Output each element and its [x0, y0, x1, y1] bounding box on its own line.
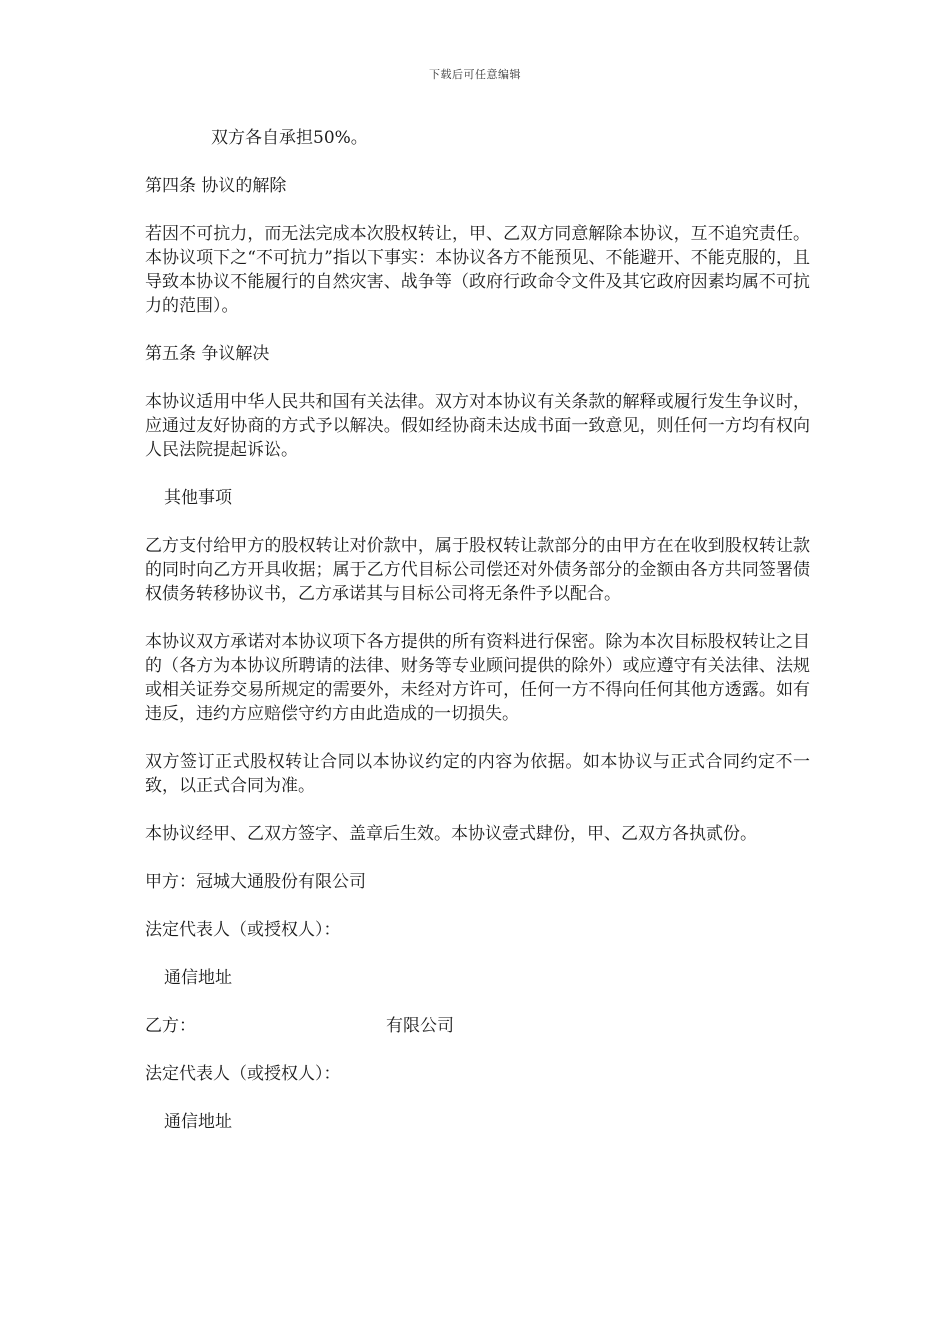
article4-title: 第四条 协议的解除	[145, 176, 287, 196]
party-b-company: 有限公司	[386, 1016, 454, 1036]
article5-body: 本协议适用中华人民共和国有关法律。双方对本协议有关条款的解释或履行发生争议时，应通过友好协商的方式予以解决。假如经协商未达成书面一致意见，则任何一方均有权向人民法院提起诉讼。	[145, 392, 810, 460]
article5-title: 第五条 争议解决	[145, 344, 270, 364]
other-paragraph-formal-contract: 双方签订正式股权转让合同以本协议约定的内容为依据。如本协议与正式合同约定不一致，以正式合同为准。	[145, 752, 810, 796]
document-body	[145, 126, 810, 1134]
other-paragraph-payment: 乙方支付给甲方的股权转让对价款中，属于股权转让款部分的由甲方在在收到股权转让款的同时向乙方开具收据；属于乙方代目标公司偿还对外债务部分的金额由各方共同签署债权债务转移协议书，乙方承诺其与目标公司将无条件予以配合。	[145, 536, 810, 604]
party-a-name: 甲方：冠城大通股份有限公司	[145, 872, 366, 892]
other-paragraph-effectiveness: 本协议经甲、乙双方签字、盖章后生效。本协议壹式肆份，甲、乙双方各执贰份。	[145, 824, 757, 844]
party-b-address: 通信地址	[164, 1112, 232, 1132]
paragraph-share: 双方各自承担50%。	[211, 128, 368, 148]
page-header-note: 下载后可任意编辑	[429, 68, 521, 81]
other-matters-title: 其他事项	[164, 488, 232, 508]
party-b-line	[145, 1014, 810, 1038]
party-b-representative: 法定代表人（或授权人）：	[145, 1064, 341, 1084]
other-paragraph-confidentiality: 本协议双方承诺对本协议项下各方提供的所有资料进行保密。除为本次目标股权转让之目的（各方为本协议所聘请的法律、财务等专业顾问提供的除外）或应遵守有关法律、法规或相关证券交易所规定的需要外，未经对方许可，任何一方不得向任何其他方透露。如有违反，违约方应赔偿守约方由此造成的一切损失。	[145, 632, 810, 724]
party-b-label: 乙方：	[145, 1016, 196, 1036]
article4-body: 若因不可抗力，而无法完成本次股权转让，甲、乙双方同意解除本协议，互不追究责任。本协议项下之“不可抗力”指以下事实：本协议各方不能预见、不能避开、不能克服的，且导致本协议不能履行的自然灾害、战争等（政府行政命令文件及其它政府因素均属不可抗力的范围）。	[145, 224, 810, 316]
party-a-representative: 法定代表人（或授权人）：	[145, 920, 341, 940]
party-a-address: 通信地址	[164, 968, 232, 988]
